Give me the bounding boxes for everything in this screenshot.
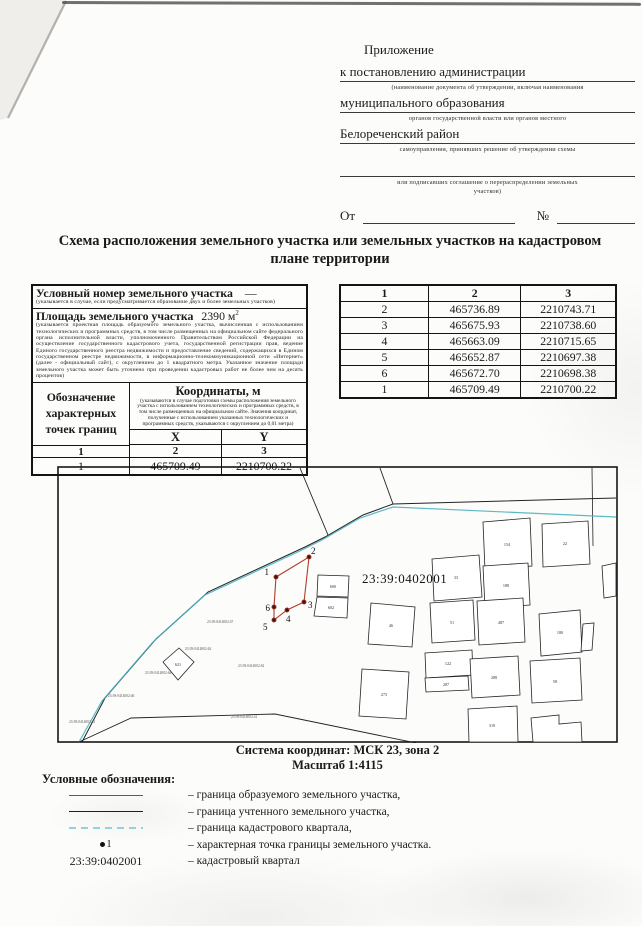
adjacent-cadastral-number: 23:39:0414002:47 bbox=[207, 620, 234, 624]
coordinates-grid bbox=[33, 383, 306, 475]
conditional-number-value: — bbox=[244, 286, 257, 300]
coordinates-table bbox=[339, 284, 617, 399]
coords-header-cell bbox=[130, 383, 306, 431]
legend-label: – граница образуемого земельного участка, bbox=[188, 789, 401, 802]
adjacent-cadastral-number: 23:39:0414002:62 bbox=[185, 647, 212, 651]
area-note: (указывается проектная площадь образуемого земельного участка, вычисленная с использованием технологических и программных средств, в том числе размещенных на официальном сайте федерального органа исполнительной власти, уполномоченного Правительством Российской Федерации на осуществление государственного кадастрового учета, государственной регистрации прав, ведение Единого государственного реестра недвижимости и предоставление сведений, содержащихся в Едином государственном реестре недвижимости, в информационно-телекоммуникационной сети «Интернет» (далее - официальный сайт), с округлением до 1 квадратного метра. Указанное значение площади земельного участка может быть уточнено при проведении кадастровых работ не более чем на десять процентов) bbox=[36, 322, 303, 380]
header-cell: 1 bbox=[340, 285, 428, 302]
point-cell: 1 bbox=[340, 382, 428, 399]
x-cell: 465663.09 bbox=[428, 334, 520, 350]
point-label: 3 bbox=[308, 600, 313, 610]
road-boundary-line bbox=[82, 498, 616, 742]
cadastral-map bbox=[57, 466, 618, 743]
index-cell: 3 bbox=[222, 445, 306, 458]
table-row bbox=[340, 366, 616, 382]
adjacent-cadastral-number: 23:39:0414002:41 bbox=[69, 720, 96, 724]
boundary-point bbox=[302, 600, 306, 604]
boundary-point bbox=[272, 618, 276, 622]
legend-title: Условные обозначения: bbox=[42, 772, 176, 786]
point-cell: 2 bbox=[340, 302, 428, 318]
formed-plot-boundary bbox=[274, 557, 309, 620]
scan-corner-artifact bbox=[0, 0, 130, 130]
point-label: 2 bbox=[311, 546, 316, 556]
parcel-number: 287 bbox=[442, 682, 450, 687]
appendix-line: Приложение bbox=[364, 42, 434, 57]
x-cell: 465652.87 bbox=[428, 350, 520, 366]
area-section bbox=[33, 309, 306, 383]
parcel-number: 602 bbox=[327, 605, 335, 610]
appendix-note: или подписавших соглашение о перераспределении земельных bbox=[397, 179, 578, 186]
point-label: 4 bbox=[286, 614, 291, 624]
adjacent-cadastral-number: 23:39:0414002:62 bbox=[238, 664, 265, 668]
legend-item bbox=[30, 853, 610, 870]
boundary-point bbox=[285, 608, 289, 612]
legend-item bbox=[30, 804, 610, 821]
parcel-number: 51 bbox=[449, 620, 455, 625]
adjacent-cadastral-number: 23:39:0414002:64 bbox=[145, 671, 172, 675]
parcel-number: 58 bbox=[552, 679, 558, 684]
counted-boundary-line bbox=[300, 468, 328, 535]
from-label: От bbox=[340, 208, 356, 223]
point-label: 5 bbox=[263, 622, 268, 632]
adjacent-cadastral-number: 23:39:0414002:46 bbox=[108, 694, 135, 698]
formed-boundary-line-icon bbox=[69, 795, 143, 796]
parcel-number: 273 bbox=[380, 692, 388, 697]
legend-label: – кадастровый квартал bbox=[188, 855, 300, 868]
conditional-number-note: (указывается в случае, если предусматривается образование двух и более земельных участков) bbox=[36, 299, 275, 306]
appendix-filled-line: муниципального образования bbox=[340, 95, 635, 113]
parcel-number: 600 bbox=[329, 584, 337, 589]
plot-info-table bbox=[31, 284, 308, 476]
x-cell: 465736.89 bbox=[428, 302, 520, 318]
y-cell: 2210715.65 bbox=[521, 334, 616, 350]
x-cell: 465672.70 bbox=[428, 366, 520, 382]
x-cell: 465709.49 bbox=[428, 382, 520, 399]
parcel-outline bbox=[531, 715, 582, 742]
legend-label: – характерная точка границы земельного участка. bbox=[188, 838, 432, 851]
parcel-number: 288 bbox=[490, 675, 498, 680]
legend bbox=[30, 772, 610, 870]
boundary-point bbox=[272, 605, 276, 609]
point-cell: 6 bbox=[340, 366, 428, 382]
conditional-number-label: Условный номер земельного участка bbox=[36, 286, 233, 300]
conditional-number-section bbox=[33, 286, 306, 309]
parcel-number: 33 bbox=[453, 575, 459, 580]
counted-boundary-line bbox=[592, 468, 593, 546]
coords-header: Координаты, м bbox=[175, 383, 261, 398]
adjacent-parcels bbox=[163, 518, 616, 742]
legend-item bbox=[30, 787, 610, 804]
header-cell: 2 bbox=[428, 285, 520, 302]
parcel-number: 319 bbox=[488, 723, 496, 728]
y-cell: 2210700.22 bbox=[521, 382, 616, 399]
from-blank bbox=[363, 209, 515, 224]
x-value-cell: 465709.49 bbox=[130, 458, 222, 474]
point-symbol-number: 1 bbox=[106, 839, 112, 851]
y-cell: 2210697.38 bbox=[521, 350, 616, 366]
area-label: Площадь земельного участка bbox=[36, 308, 194, 323]
parcel-number: 487 bbox=[497, 620, 505, 625]
quarter-number-symbol: 23:39:0402001 bbox=[69, 853, 143, 868]
x-cell: 465675.93 bbox=[428, 318, 520, 334]
coords-note: (указываются в случае подготовки схемы расположения земельного участка с использованием технологических и программных средств, в том числе размещенных на официальном сайте. Значения координат, полученные с использованием указанных технологических и программных средств, указываются с округлением до 0,01 метра) bbox=[137, 397, 299, 428]
appendix-header bbox=[340, 42, 635, 224]
point-label: 6 bbox=[265, 603, 270, 613]
table-row bbox=[340, 350, 616, 366]
counted-boundary-line-icon bbox=[69, 811, 143, 812]
quarter-boundary-line bbox=[79, 507, 616, 742]
black-line-swatch bbox=[30, 811, 182, 812]
point-cell: 5 bbox=[340, 350, 428, 366]
scale-line: Масштаб 1:4115 bbox=[292, 758, 383, 772]
point-cell: 4 bbox=[340, 334, 428, 350]
document-title: Схема расположения земельного участка или земельных участков на кадастровом плане территории bbox=[58, 233, 602, 267]
y-cell: 2210738.60 bbox=[521, 318, 616, 334]
number-blank bbox=[557, 209, 635, 224]
table-row bbox=[340, 302, 616, 318]
appendix-filled-line: к постановлению администрации bbox=[340, 64, 635, 82]
parcel-number: 122 bbox=[444, 661, 452, 666]
legend-label: – граница кадастрового квартала, bbox=[188, 822, 352, 835]
appendix-filled-line: Белореченский район bbox=[340, 126, 635, 144]
point-symbol bbox=[30, 839, 182, 850]
legend-item bbox=[30, 820, 610, 837]
adjacent-cadastral-number: 23:39:0414002:41 bbox=[231, 715, 258, 719]
parcel-number: 180 bbox=[556, 630, 564, 635]
y-cell: 2210743.71 bbox=[521, 302, 616, 318]
parcel-number: 46 bbox=[388, 623, 394, 628]
point-cell: 3 bbox=[340, 318, 428, 334]
table-row bbox=[340, 318, 616, 334]
parcel-number: 22 bbox=[562, 541, 568, 546]
parcel-number: 621 bbox=[174, 662, 182, 667]
header-cell: 3 bbox=[521, 285, 616, 302]
scan-top-edge bbox=[62, 1, 641, 5]
appendix-note: (наименование документа об утверждении, включая наименования bbox=[391, 84, 584, 91]
legend-label: – граница учтенного земельного участка, bbox=[188, 805, 390, 818]
counted-boundary-line bbox=[380, 468, 393, 504]
page-corner-fold bbox=[0, 0, 66, 120]
conditional-number-line bbox=[36, 287, 303, 299]
parcel-number: 154 bbox=[503, 542, 511, 547]
cadastral-quarter-label: 23:39:0402001 bbox=[362, 571, 448, 586]
x-column-header: X bbox=[130, 430, 222, 445]
coordinate-system-line: Система координат: МСК 23, зона 2 bbox=[235, 743, 440, 757]
table-row bbox=[340, 334, 616, 350]
point-number-cell: 1 bbox=[33, 458, 130, 474]
area-value: 2390 $м^2$ bbox=[201, 308, 239, 323]
area-line bbox=[36, 310, 303, 322]
number-label: № bbox=[536, 208, 549, 223]
index-cell: 2 bbox=[130, 445, 222, 458]
parcel-number: 188 bbox=[502, 583, 510, 588]
coordinates-table-header bbox=[340, 285, 616, 302]
appendix-note: органов государственной власти или органов местного bbox=[408, 115, 567, 122]
y-value-cell: 2210700.22 bbox=[235, 458, 293, 473]
index-cell: 1 bbox=[33, 445, 130, 458]
parcel-outline bbox=[602, 563, 616, 598]
appendix-blank-line bbox=[340, 163, 635, 177]
y-column-header: Y bbox=[222, 430, 306, 445]
boundary-point bbox=[274, 575, 278, 579]
quarter-boundary-line-icon bbox=[69, 827, 143, 829]
legend-item bbox=[30, 837, 610, 854]
appendix-note: самоуправления, принявших решение об утверждении схемы bbox=[399, 146, 576, 153]
table-row bbox=[340, 382, 616, 399]
cyan-dashed-swatch bbox=[30, 827, 182, 829]
boundary-point-icon bbox=[100, 842, 105, 847]
parcel-outline bbox=[581, 623, 594, 651]
red-line-swatch bbox=[30, 795, 182, 796]
y-cell: 2210698.38 bbox=[521, 366, 616, 382]
points-column-header: Обозначение характерных точек границ bbox=[33, 383, 130, 446]
area-superscript: 2 bbox=[235, 308, 239, 317]
from-number-row bbox=[340, 208, 635, 224]
appendix-note: участков) bbox=[473, 188, 502, 195]
point-label: 1 bbox=[264, 567, 269, 577]
